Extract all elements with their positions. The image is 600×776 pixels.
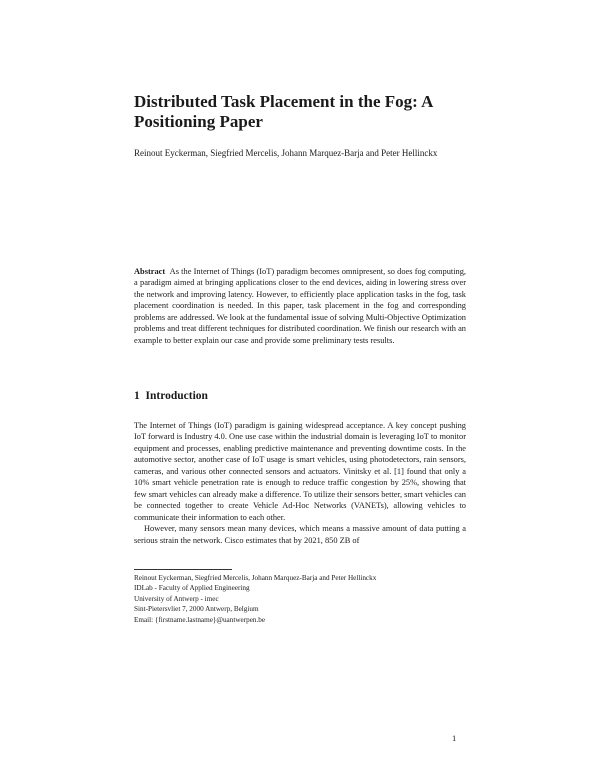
affiliation-footnote: [134, 573, 466, 625]
abstract: [134, 266, 466, 346]
section-title: Introduction: [145, 390, 208, 402]
page-number: 1: [452, 733, 457, 743]
section-number: 1: [134, 390, 140, 402]
abstract-label: Abstract: [134, 267, 166, 276]
affiliation-line: Sint-Pietersvliet 7, 2000 Antwerp, Belgium: [134, 605, 259, 614]
affiliation-line: Reinout Eyckerman, Siegfried Mercelis, Johann Marquez-Barja and Peter Hellinckx: [134, 574, 377, 582]
paper-title: Distributed Task Placement in the Fog: A Positioning Paper: [134, 92, 433, 131]
paragraph: The Internet of Things (IoT) paradigm is gaining widespread acceptance. A key concept pushing IoT forward is Industry 4.0. One use case within the industrial domain is leveraging IoT to monitor equipment and processes, enabling predictive maintenance and preventing downtime costs. In the automotive sector, another case of IoT usage is smart vehicles, using photodetectors, rain sensors, cameras, and various other connected sensors and actuators. Vinitsky et al. [1] found that only a 10% smart vehicle penetration rate is enough to reduce traffic congestion by 25%, showing that few smart vehicles can already make a difference. To utilize their sensors better, smart vehicles can be connected together to create Vehicle Ad-Hoc Networks (VANETs), allowing vehicles to communicate their information to each other.: [134, 421, 466, 522]
author-list: Reinout Eyckerman, Siegfried Mercelis, Johann Marquez-Barja and Peter Hellinckx: [134, 148, 438, 158]
affiliation-line: University of Antwerp - imec: [134, 594, 219, 603]
footnote-rule: [134, 569, 232, 570]
section-heading: [134, 389, 208, 403]
body-text: [134, 420, 466, 546]
affiliation-line: Email: {firstname.lastname}@uantwerpen.be: [134, 615, 266, 624]
abstract-text: As the Internet of Things (IoT) paradigm becomes omnipresent, so does fog computing, a paradigm aimed at bringing applications closer to the end devices, aiding in lowering stress over the network and improving latency. However, to efficiently place application tasks in the fog, task placement coordination is needed. In this paper, task placement in the fog and corresponding problems are addressed. We look at the fundamental issue of solving Multi-Objective Optimization problems and treat different techniques for distributed coordination. We finish our research with an example to better explain our case and provide some preliminary tests results.: [134, 267, 467, 345]
affiliation-line: IDLab - Faculty of Applied Engineering: [134, 584, 250, 593]
paragraph: However, many sensors mean many devices, which means a massive amount of data putting a serious strain the network. Cisco estimates that by 2021, 850 ZB of: [134, 524, 466, 545]
